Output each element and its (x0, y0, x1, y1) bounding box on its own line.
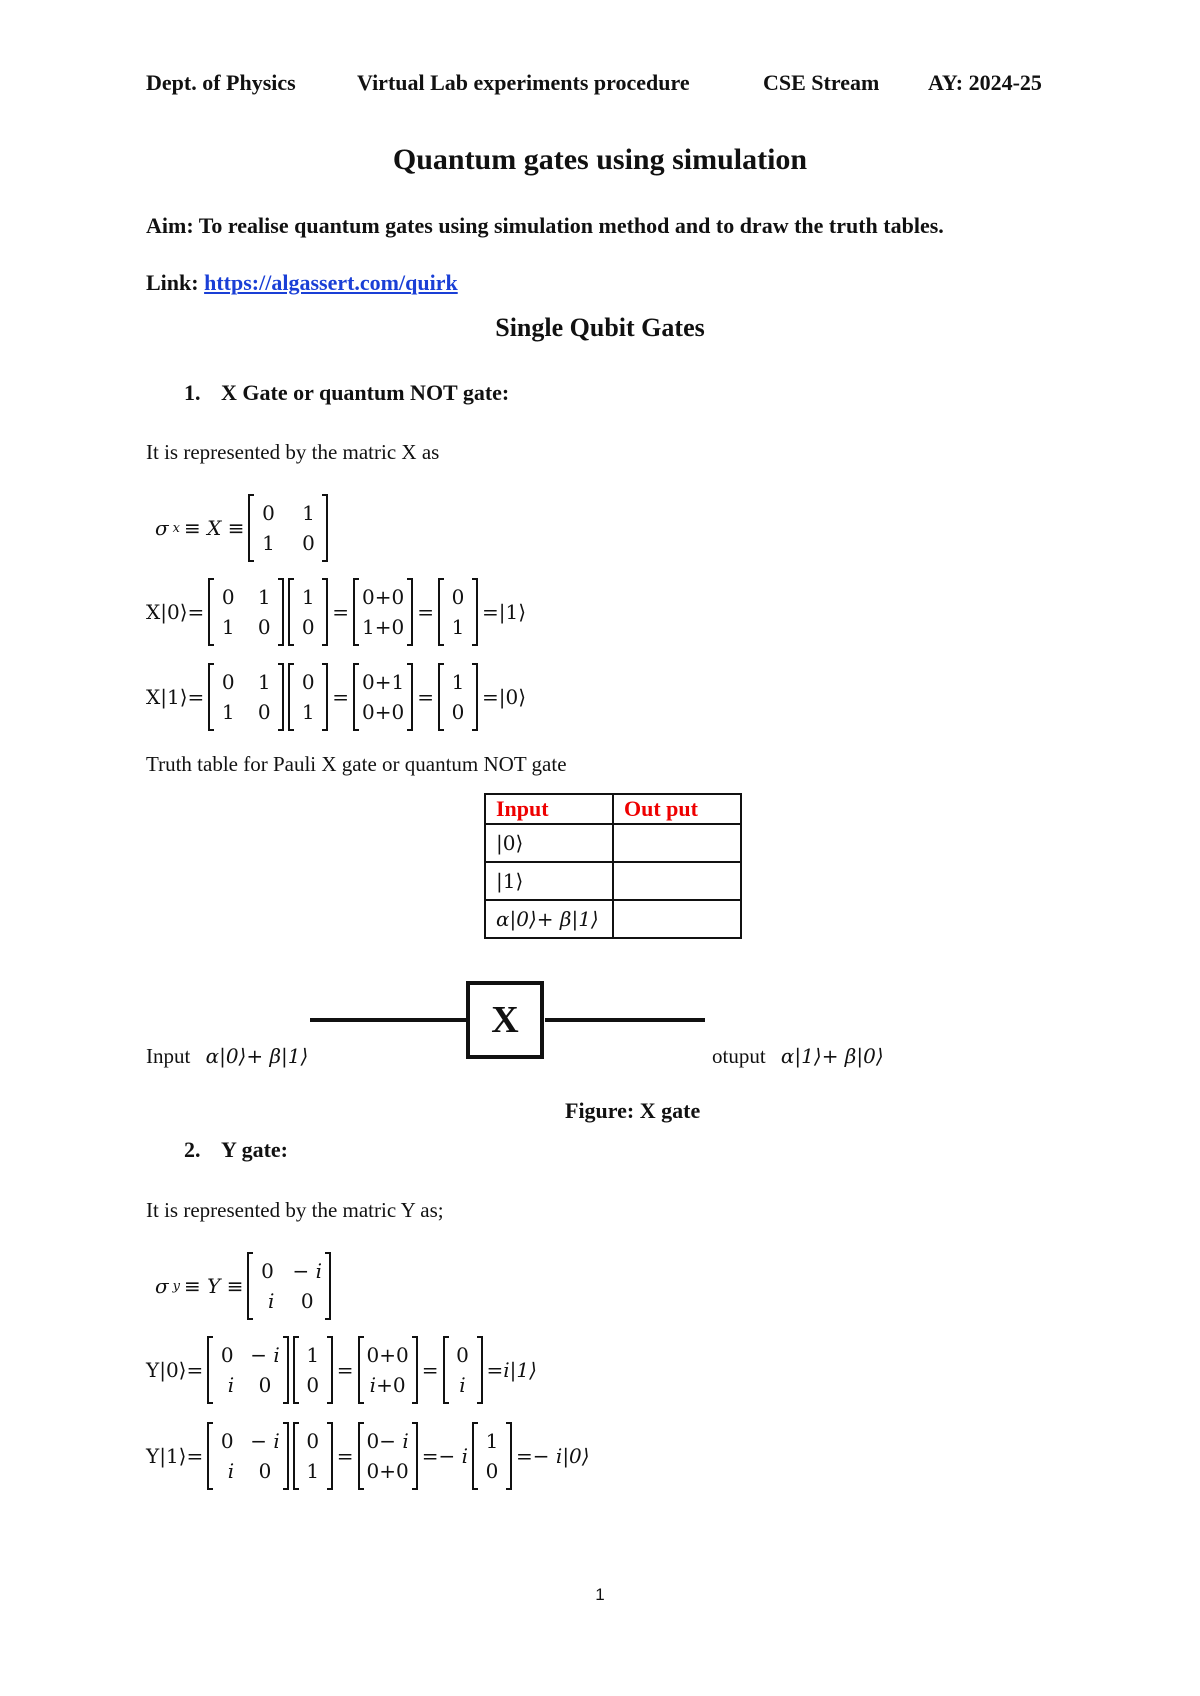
page-title: Quantum gates using simulation (392, 143, 808, 176)
header-year: AY: 2024-25 (928, 70, 1042, 95)
table-cell-input: |0⟩ (485, 824, 613, 862)
circuit-input-label: Input (146, 1044, 191, 1068)
sigma-subscript: y (172, 1278, 181, 1294)
y0-result: =i|1⟩ (486, 1358, 537, 1382)
table-row (485, 900, 741, 938)
header-dept: Dept. of Physics (146, 70, 296, 95)
x-matrix-definition (155, 496, 328, 560)
header-lab: Virtual Lab experiments procedure (357, 70, 690, 95)
x-matrix: 0 1 1 0 (248, 496, 328, 560)
y-matrix: 0 − i i 0 (247, 1254, 331, 1318)
table-cell-input: α|0⟩+ β|1⟩ (485, 900, 613, 938)
x-on-one-equation: X|1⟩= 0 1 1 0 0 1 = 0+1 0+0 = 1 0 =|0⟩ (146, 665, 526, 729)
table-cell-output (613, 824, 741, 862)
y1-result: =− i|0⟩ (516, 1444, 590, 1468)
sigma-subscript: x (172, 520, 180, 536)
link-label: Link: (146, 270, 205, 295)
x-gate-number: 1. (184, 380, 201, 405)
page-number: 1 (595, 1585, 605, 1604)
x-gate-intro: It is represented by the matric X as (146, 440, 440, 464)
x0-lhs: X|0⟩= (146, 600, 205, 624)
table-row (485, 824, 741, 862)
header-stream: CSE Stream (763, 70, 880, 95)
y-gate-heading: Y gate: (221, 1137, 288, 1162)
sigma-symbol: σ (155, 1274, 169, 1298)
table-header-output: Out put (613, 794, 741, 824)
table-cell-output (613, 900, 741, 938)
def-equiv: ≡ X ≡ (184, 516, 245, 540)
circuit-output-state: α|1⟩+ β|0⟩ (780, 1044, 884, 1068)
aim-text: Aim: To realise quantum gates using simulation method and to draw the truth tables. (146, 213, 944, 238)
table-cell-output (613, 862, 741, 900)
link-line (146, 270, 458, 296)
truth-table-caption: Truth table for Pauli X gate or quantum NOT gate (146, 752, 567, 776)
y1-lhs: Y|1⟩= (146, 1444, 204, 1468)
x1-lhs: X|1⟩= (146, 685, 205, 709)
table-row (485, 862, 741, 900)
y-on-one-equation: Y|1⟩= 0 − i i 0 0 1 = 0− i 0+0 =− i 1 0 =− i|0⟩ (146, 1424, 590, 1488)
input-wire (310, 1018, 470, 1022)
circuit-output (712, 1044, 884, 1069)
y-gate-intro: It is represented by the matric Y as; (146, 1198, 444, 1222)
y-on-zero-equation: Y|0⟩= 0 − i i 0 1 0 = 0+0 i+0 = 0 i =i|1⟩ (146, 1338, 537, 1402)
x1-result: =|0⟩ (482, 685, 527, 709)
y-matrix-definition (155, 1254, 331, 1318)
circuit-input (146, 1044, 308, 1069)
circuit-output-label: otuput (712, 1044, 766, 1068)
table-header-input: Input (485, 794, 613, 824)
section-subtitle: Single Qubit Gates (495, 313, 705, 342)
x-gate-heading: X Gate or quantum NOT gate: (221, 380, 510, 405)
def-equiv: ≡ Y ≡ (184, 1274, 244, 1298)
y0-lhs: Y|0⟩= (146, 1358, 204, 1382)
x-truth-table (484, 793, 742, 939)
x-on-zero-equation: X|0⟩= 0 1 1 0 1 0 = 0+0 1+0 = 0 1 =|1⟩ (146, 580, 526, 644)
x0-result: =|1⟩ (482, 600, 527, 624)
y-gate-number: 2. (184, 1137, 201, 1162)
sigma-symbol: σ (155, 516, 169, 540)
table-cell-input: |1⟩ (485, 862, 613, 900)
quirk-link[interactable]: https://algassert.com/quirk (204, 270, 458, 295)
y1-mid: =− i (421, 1444, 469, 1468)
output-wire (545, 1018, 705, 1022)
circuit-input-state: α|0⟩+ β|1⟩ (205, 1044, 309, 1068)
figure-caption: Figure: X gate (565, 1098, 701, 1123)
x-gate-box: X (466, 981, 544, 1059)
